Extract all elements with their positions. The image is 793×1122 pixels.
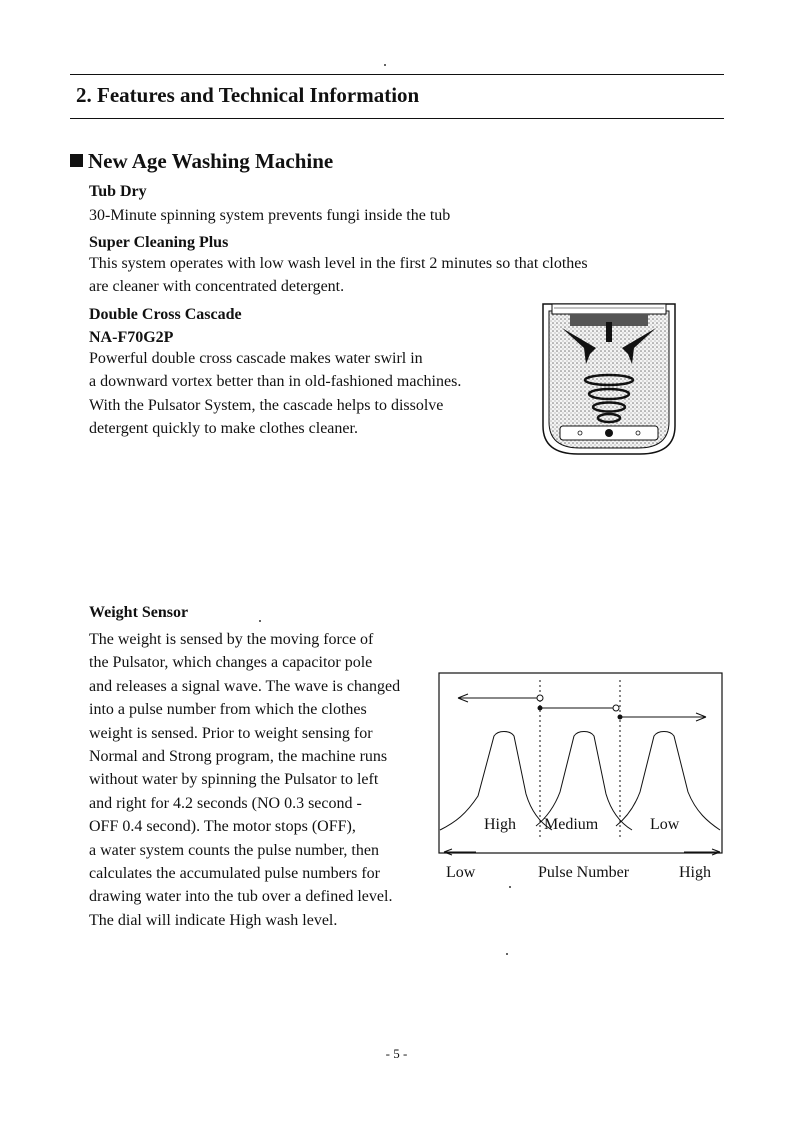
scan-speck (384, 64, 386, 66)
header-bottom-rule (70, 118, 724, 119)
text-line: the Pulsator, which changes a capacitor pole (89, 654, 373, 672)
filled-marker-icon (538, 706, 543, 711)
text-line: Normal and Strong program, the machine runs (89, 747, 388, 765)
text-line: This system operates with low wash level in the first 2 minutes so that clothes (89, 255, 588, 272)
label-low: Low (650, 816, 680, 833)
text-line: With the Pulsator System, the cascade helps to dissolve (89, 396, 444, 414)
axis-low-label: Low (446, 864, 476, 881)
super-cleaning-title: Super Cleaning Plus (89, 234, 229, 251)
scan-speck (509, 886, 511, 888)
page-heading (70, 149, 333, 174)
filled-marker-icon (618, 715, 623, 720)
text-line: Powerful double cross cascade makes water swirl in (89, 350, 423, 367)
text-line: drawing water into the tub over a defined level. (89, 888, 393, 906)
cascade-model: NA-F70G2P (89, 329, 174, 346)
open-marker-icon (613, 705, 619, 711)
pulse-number-diagram (438, 672, 724, 890)
scan-speck (506, 953, 508, 955)
washing-tub-illustration (540, 298, 678, 458)
text-line: and releases a signal wave. The wave is changed (89, 677, 401, 695)
text-line: without water by spinning the Pulsator to left (89, 771, 379, 789)
tub-dry-text: 30-Minute spinning system prevents fungi inside the tub (89, 207, 451, 224)
text-line: into a pulse number from which the clothes (89, 701, 367, 719)
text-line: OFF 0.4 second). The motor stops (OFF), (89, 818, 356, 836)
cascade-text (89, 347, 461, 441)
text-line: calculates the accumulated pulse numbers for (89, 864, 380, 882)
text-line: are cleaner with concentrated detergent. (89, 278, 345, 296)
text-line: The dial will indicate High wash level. (89, 911, 338, 929)
text-line: The weight is sensed by the moving force of (89, 631, 374, 648)
text-line: detergent quickly to make clothes cleaner. (89, 420, 358, 438)
scan-speck (259, 620, 261, 622)
label-high: High (484, 816, 516, 833)
section-title: 2. Features and Technical Information (76, 83, 420, 107)
cascade-title: Double Cross Cascade (89, 306, 242, 323)
label-medium: Medium (544, 816, 599, 833)
heading-text: New Age Washing Machine (88, 149, 334, 173)
text-line: a water system counts the pulse number, then (89, 841, 379, 859)
text-line: a downward vortex better than in old-fashioned machines. (89, 373, 462, 391)
axis-title: Pulse Number (538, 864, 630, 881)
weight-sensor-text (89, 628, 400, 932)
header-top-rule (70, 74, 724, 75)
page-number: - 5 - (385, 1046, 408, 1061)
super-cleaning-text (89, 252, 588, 299)
weight-sensor-title: Weight Sensor (89, 604, 189, 621)
axis-high-label: High (679, 864, 711, 881)
open-marker-icon (537, 695, 543, 701)
text-line: and right for 4.2 seconds (NO 0.3 second - (89, 794, 362, 812)
text-line: weight is sensed. Prior to weight sensing for (89, 724, 373, 742)
square-bullet-icon (70, 154, 83, 167)
tub-dry-title: Tub Dry (89, 183, 147, 200)
